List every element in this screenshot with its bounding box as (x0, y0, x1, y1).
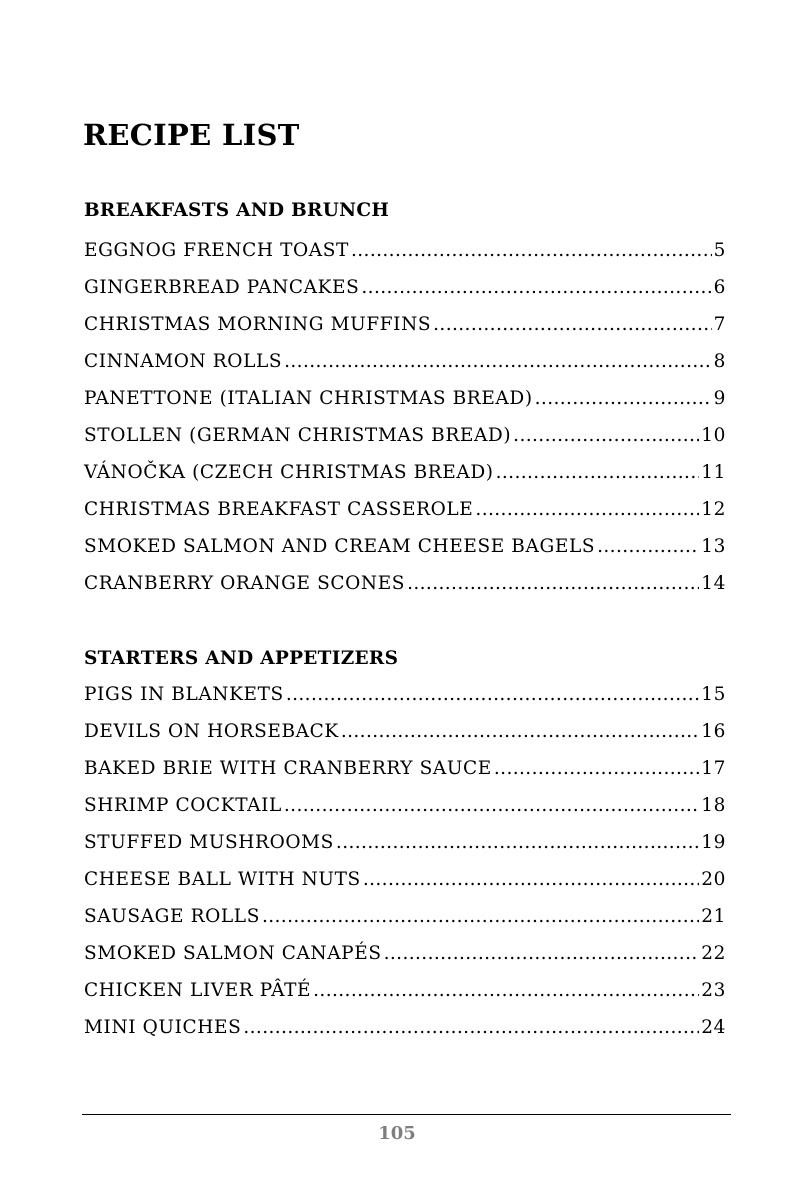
toc-entry-title: PANETTONE (ITALIAN CHRISTMAS BREAD) (84, 388, 533, 409)
toc-entry-page: 9 (713, 388, 726, 409)
toc-entry-title: SHRIMP COCKTAIL (84, 795, 282, 816)
toc-entry-title: VÁNOČKA (CZECH CHRISTMAS BREAD) (84, 462, 494, 483)
toc-entry-page: 11 (701, 462, 726, 483)
toc-entry-page: 15 (701, 684, 726, 705)
toc-entry-page: 6 (713, 277, 726, 298)
toc-entry[interactable] (84, 269, 726, 306)
toc-list-breakfasts (84, 232, 726, 602)
dot-leader (475, 491, 699, 528)
toc-entry[interactable] (84, 417, 726, 454)
toc-entry[interactable] (84, 380, 726, 417)
dot-leader (284, 343, 712, 380)
toc-entry-page: 5 (713, 240, 726, 261)
toc-entry-title: BAKED BRIE WITH CRANBERRY SAUCE (84, 758, 492, 779)
page-number: 105 (378, 1123, 416, 1144)
toc-entry-title: SMOKED SALMON AND CREAM CHEESE BAGELS (84, 536, 596, 557)
toc-entry[interactable] (84, 232, 726, 269)
page-title: RECIPE LIST (83, 118, 300, 152)
dot-leader (341, 713, 699, 750)
toc-entry-page: 23 (701, 980, 726, 1001)
dot-leader (262, 898, 699, 935)
dot-leader (286, 676, 699, 713)
toc-entry[interactable] (84, 565, 726, 602)
toc-entry-title: GINGERBREAD PANCAKES (84, 277, 360, 298)
dot-leader (361, 269, 711, 306)
toc-entry-page: 21 (701, 906, 726, 927)
dot-leader (597, 528, 699, 565)
toc-entry-title: SAUSAGE ROLLS (84, 906, 260, 927)
dot-leader (496, 454, 700, 491)
toc-entry[interactable] (84, 898, 726, 935)
toc-entry-page: 12 (701, 499, 726, 520)
toc-entry-title: EGGNOG FRENCH TOAST (84, 240, 349, 261)
toc-entry-title: CHRISTMAS BREAKFAST CASSEROLE (84, 499, 474, 520)
toc-entry-title: STOLLEN (GERMAN CHRISTMAS BREAD) (84, 425, 512, 446)
toc-entry-title: DEVILS ON HORSEBACK (84, 721, 339, 742)
toc-entry-page: 10 (701, 425, 726, 446)
toc-entry-page: 14 (701, 573, 726, 594)
toc-entry[interactable] (84, 1009, 726, 1046)
toc-entry-page: 22 (701, 943, 726, 964)
toc-entry-title: SMOKED SALMON CANAPÉS (84, 943, 382, 964)
dot-leader (351, 232, 712, 269)
dot-leader (407, 565, 699, 602)
toc-entry[interactable] (84, 528, 726, 565)
dot-leader (243, 1009, 699, 1046)
dot-leader (384, 935, 700, 972)
toc-entry-title: PIGS IN BLANKETS (84, 684, 284, 705)
toc-entry-page: 18 (701, 795, 726, 816)
toc-entry-title: CHRISTMAS MORNING MUFFINS (84, 314, 432, 335)
toc-entry-page: 24 (701, 1017, 726, 1038)
toc-entry[interactable] (84, 676, 726, 713)
dot-leader (494, 750, 699, 787)
toc-entry-title: CHICKEN LIVER PÂTÉ (84, 980, 312, 1001)
toc-entry[interactable] (84, 935, 726, 972)
toc-entry[interactable] (84, 713, 726, 750)
toc-entry-page: 19 (701, 832, 726, 853)
section-heading-breakfasts: BREAKFASTS AND BRUNCH (84, 200, 390, 221)
toc-entry-title: CRANBERRY ORANGE SCONES (84, 573, 406, 594)
toc-entry[interactable] (84, 491, 726, 528)
toc-entry-title: CHEESE BALL WITH NUTS (84, 869, 361, 890)
toc-entry[interactable] (84, 306, 726, 343)
section-heading-starters: STARTERS AND APPETIZERS (84, 648, 399, 669)
toc-list-starters (84, 676, 726, 1046)
footer-rule (82, 1114, 731, 1115)
toc-entry-page: 17 (701, 758, 726, 779)
dot-leader (513, 417, 699, 454)
toc-entry[interactable] (84, 824, 726, 861)
toc-entry[interactable] (84, 972, 726, 1009)
dot-leader (363, 861, 699, 898)
toc-entry-title: MINI QUICHES (84, 1017, 242, 1038)
toc-entry-page: 20 (701, 869, 726, 890)
dot-leader (535, 380, 712, 417)
toc-entry[interactable] (84, 454, 726, 491)
toc-entry-page: 16 (701, 721, 726, 742)
toc-entry[interactable] (84, 750, 726, 787)
dot-leader (313, 972, 699, 1009)
toc-entry-title: STUFFED MUSHROOMS (84, 832, 334, 853)
toc-entry-page: 13 (701, 536, 726, 557)
toc-entry[interactable] (84, 343, 726, 380)
toc-entry[interactable] (84, 861, 726, 898)
toc-entry[interactable] (84, 787, 726, 824)
toc-entry-title: CINNAMON ROLLS (84, 351, 283, 372)
toc-entry-page: 7 (713, 314, 726, 335)
dot-leader (284, 787, 699, 824)
dot-leader (336, 824, 699, 861)
toc-entry-page: 8 (713, 351, 726, 372)
dot-leader (433, 306, 711, 343)
